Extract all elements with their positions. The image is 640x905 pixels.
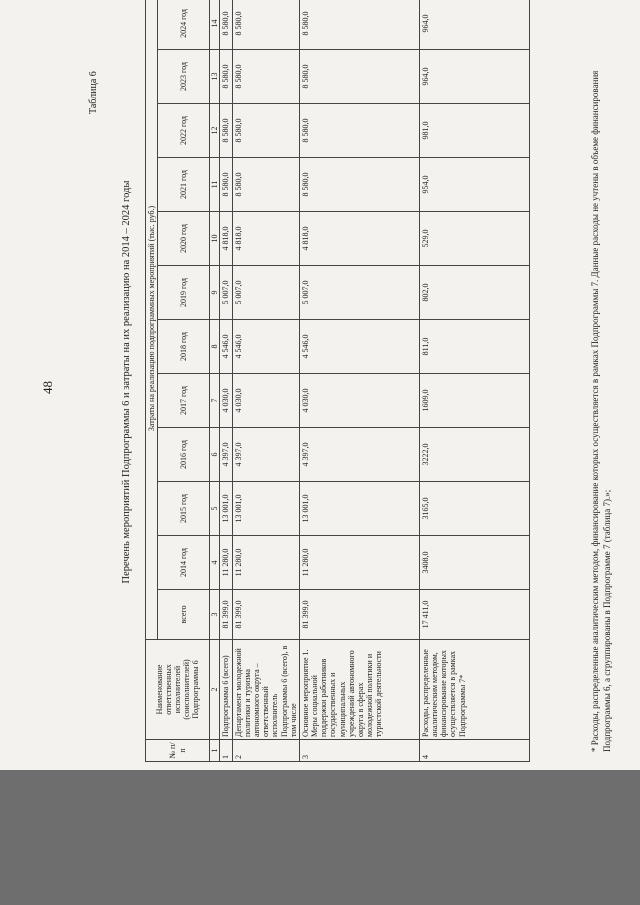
cell-value: 964,0: [419, 50, 529, 104]
header-group: Затраты на реализацию подпрограммных мероприятий (тыс. руб.): [146, 0, 158, 640]
header-total: всего: [158, 590, 210, 640]
cell-value: 4 818,0: [299, 212, 419, 266]
cell-value: 964,0: [419, 0, 529, 50]
cell-value: 802,0: [419, 266, 529, 320]
header-year: 2017 год: [158, 374, 210, 428]
col-number: 4: [210, 536, 220, 590]
cell-value: 8 580,0: [220, 0, 232, 50]
cell-value: 8 580,0: [299, 0, 419, 50]
cell-total: 81 399,0: [299, 590, 419, 640]
cell-value: 954,0: [419, 158, 529, 212]
row-name: Основное мероприятие 1. Меры социальной поддержки работников государственных и муниципальных учреждений автономного округа в сферах молодежной политики и туристской деятельности: [299, 640, 419, 740]
header-year: 2015 год: [158, 482, 210, 536]
cell-total: 81 399,0: [220, 590, 232, 640]
header-year: 2021 год: [158, 158, 210, 212]
table-row: [419, 0, 529, 762]
cell-value: 4 546,0: [232, 320, 299, 374]
row-name: Департамент молодежной политики и туризма автономного округа – ответственный исполнитель Подпрограммы 6 (всего), в том числе: [232, 640, 299, 740]
cell-value: 4 397,0: [232, 428, 299, 482]
cell-value: 8 580,0: [299, 158, 419, 212]
cell-value: 4 546,0: [220, 320, 232, 374]
cell-value: 811,0: [419, 320, 529, 374]
cell-value: 8 580,0: [220, 158, 232, 212]
table-label: Таблица 6: [88, 71, 99, 114]
cell-value: 4 397,0: [220, 428, 232, 482]
table-title: Перечень мероприятий Подпрограммы 6 и затраты на их реализацию на 2014 – 2024 годы: [121, 180, 132, 584]
header-year: 2022 год: [158, 104, 210, 158]
cell-value: 4 818,0: [232, 212, 299, 266]
col-number: 2: [210, 640, 220, 740]
col-number: 12: [210, 104, 220, 158]
row-no: 1: [220, 740, 232, 762]
cell-value: 8 580,0: [232, 158, 299, 212]
cell-value: 11 280,0: [232, 536, 299, 590]
cell-value: 5 007,0: [299, 266, 419, 320]
col-number: 13: [210, 50, 220, 104]
col-number: 14: [210, 0, 220, 50]
header-year: 2016 год: [158, 428, 210, 482]
cell-value: 1609,0: [419, 374, 529, 428]
expenses-table: [145, 0, 530, 762]
header-year: 2018 год: [158, 320, 210, 374]
cell-value: 8 580,0: [232, 104, 299, 158]
cell-total: 81 399,0: [232, 590, 299, 640]
row-name: Подпрограмма 6 (всего): [220, 640, 232, 740]
cell-value: 13 001,0: [220, 482, 232, 536]
col-number: 9: [210, 266, 220, 320]
col-number: 8: [210, 320, 220, 374]
header-year: 2019 год: [158, 266, 210, 320]
cell-value: 3165,0: [419, 482, 529, 536]
header-year: 2014 год: [158, 536, 210, 590]
row-no: 2: [232, 740, 299, 762]
cell-value: 981,0: [419, 104, 529, 158]
header-year: 2020 год: [158, 212, 210, 266]
table-row: [220, 0, 232, 762]
cell-value: 13 001,0: [299, 482, 419, 536]
cell-value: 11 280,0: [220, 536, 232, 590]
header-no: № п/п: [146, 740, 210, 762]
cell-value: 4 818,0: [220, 212, 232, 266]
cell-value: 11 280,0: [299, 536, 419, 590]
cell-value: 3408,0: [419, 536, 529, 590]
page-number: 48: [40, 381, 55, 394]
header-year: 2023 год: [158, 50, 210, 104]
footnote: * Расходы, распределенные аналитическим методом, финансирование которых осуществляется в рамках Подпрограммы 7. Данные расходы не учтены в объеме финансирования Подпрограммы 6, а сгруппированы в Подпрограмме 7 (таблица 7).»;: [590, 70, 613, 752]
col-number: 5: [210, 482, 220, 536]
cell-value: 4 030,0: [232, 374, 299, 428]
cell-value: 4 546,0: [299, 320, 419, 374]
col-number: 11: [210, 158, 220, 212]
cell-value: 529,0: [419, 212, 529, 266]
cell-value: 8 580,0: [299, 50, 419, 104]
cell-value: 8 580,0: [220, 104, 232, 158]
col-number: 1: [210, 740, 220, 762]
col-number: 6: [210, 428, 220, 482]
cell-value: 8 580,0: [232, 50, 299, 104]
cell-value: 5 007,0: [220, 266, 232, 320]
cell-value: 4 030,0: [299, 374, 419, 428]
cell-value: 4 397,0: [299, 428, 419, 482]
cell-value: 13 001,0: [232, 482, 299, 536]
scanner-background: [0, 770, 640, 905]
col-number: 3: [210, 590, 220, 640]
cell-value: 8 580,0: [232, 0, 299, 50]
cell-value: 3222,0: [419, 428, 529, 482]
table-row: [232, 0, 299, 762]
col-number: 10: [210, 212, 220, 266]
cell-value: 5 007,0: [232, 266, 299, 320]
row-no: 3: [299, 740, 419, 762]
header-name: Наименование ответственных исполнителей (соисполнителей) Подпрограммы 6: [146, 640, 210, 740]
table-row: [299, 0, 419, 762]
row-no: 4: [419, 740, 529, 762]
cell-value: 4 030,0: [220, 374, 232, 428]
cell-total: 17 411,0: [419, 590, 529, 640]
header-year: 2024 год: [158, 0, 210, 50]
cell-value: 8 580,0: [220, 50, 232, 104]
col-number: 7: [210, 374, 220, 428]
cell-value: 8 580,0: [299, 104, 419, 158]
row-name: Расходы, распределенные аналитическим методом, финансирование которых осуществляется в рамках Подпрограммы 7*: [419, 640, 529, 740]
numbering-row: [210, 0, 220, 762]
